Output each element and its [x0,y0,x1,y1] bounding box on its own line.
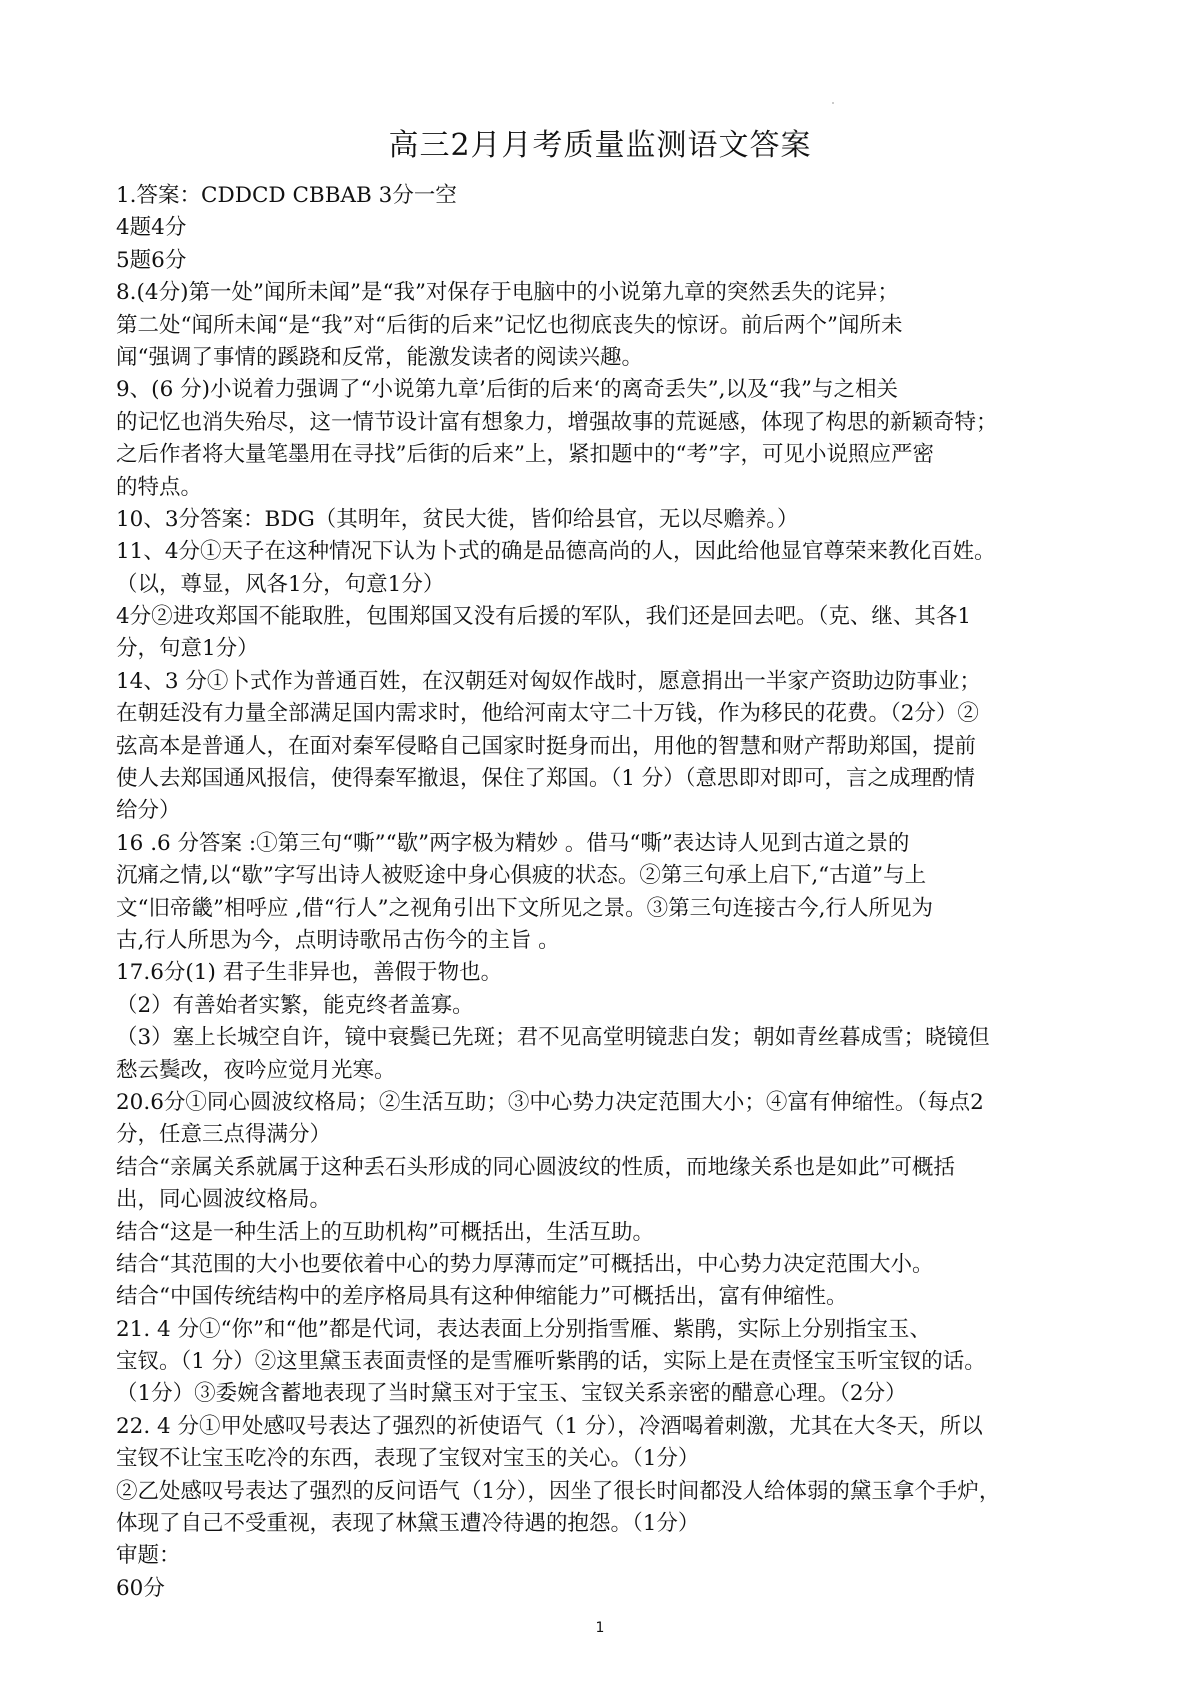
text-line: 5题6分 [116,247,187,273]
text-line: 60分 [116,1575,165,1601]
text-line: 17.6分(1) 君子生非异也，善假于物也。 [116,960,503,986]
text-line: 宝钗。（1 分）②这里黛玉表面责怪的是雪雁听紫鹃的话，实际上是在责怪宝玉听宝钗的话。 [116,1349,986,1375]
text-line: 16 .6 分答案 :①第三句“嘶”“歇”两字极为精妙 。借马“嘶”表达诗人见到古道之景的 [116,830,910,856]
text-line: 出，同心圆波纹格局。 [116,1187,332,1213]
text-line: 分，句意1分） [116,636,259,662]
text-line: 14、3 分①卜式作为普通百姓，在汉朝廷对匈奴作战时，愿意捐出一半家产资助边防事业； [116,668,981,694]
text-line: 1.答案：CDDCD CBBAB 3分一空 [116,183,457,208]
text-line: 4题4分 [116,215,187,241]
text-line: 愁云鬓改，夜吟应觉月光寒。 [116,1057,396,1083]
text-line: 20.6分①同心圆波纹格局；②生活互助；③中心势力决定范围大小；④富有伸缩性。（每点2 [116,1089,984,1115]
text-line: 文“旧帝畿”相呼应 ,借“行人”之视角引出下文所见之景。③第三句连接古今,行人所见为 [116,895,933,921]
text-line: 的记忆也消失殆尽，这一情节设计富有想象力，增强故事的荒诞感，体现了构思的新颖奇特； [116,409,998,435]
text-line: 在朝廷没有力量全部满足国内需求时，他给河南太守二十万钱，作为移民的花费。（2分）② [116,701,979,727]
text-line: （1分）③委婉含蓄地表现了当时黛玉对于宝玉、宝钗关系亲密的醋意心理。（2分） [116,1381,907,1407]
text-line: 4分②进攻郑国不能取胜，包围郑国又没有后援的军队，我们还是回去吧。（克、继、其各1 [116,604,972,630]
text-line: 分，任意三点得满分） [116,1122,332,1148]
text-line: （以，尊显，风各1分，句意1分） [116,571,445,597]
answer-body [116,180,1096,1605]
text-line: 结合“这是一种生活上的互助机构”可概括出，生活互助。 [116,1219,654,1245]
text-line: 给分） [116,798,181,824]
text-line: 9、(6 分)小说着力强调了“小说第九章’后街的后来‘的离奇丢失”,以及“我”与之相关 [116,377,898,403]
text-line: 的特点。 [116,474,203,500]
text-line: 8.(4分)第一处”闻所未闻”是“我”对保存于电脑中的小说第九章的突然丢失的诧异； [116,280,899,306]
text-line: 古,行人所思为今，点明诗歌吊古伤今的主旨 。 [116,927,560,953]
text-line: 审题： [116,1543,181,1569]
text-line: 结合“中国传统结构中的差序格局具有这种伸缩能力”可概括出，富有伸缩性。 [116,1284,848,1310]
text-line: （2）有善始者实繁，能克终者盖寡。 [116,992,474,1018]
text-line: 弦高本是普通人，在面对秦军侵略自己国家时挺身而出，用他的智慧和财产帮助郑国，提前 [116,733,977,759]
text-line: 结合“其范围的大小也要依着中心的势力厚薄而定”可概括出，中心势力决定范围大小。 [116,1251,934,1277]
page-number: 1 [595,1620,605,1636]
scan-speck [832,102,834,104]
text-line: 体现了自己不受重视，表现了林黛玉遭冷待遇的抱怨。（1分） [116,1511,700,1537]
text-line: 宝钗不让宝玉吃冷的东西，表现了宝钗对宝玉的关心。（1分） [116,1446,700,1472]
text-line: 10、3分答案：BDG（其明年，贫民大徙，皆仰给县官，无以尽赡养。） [116,506,799,532]
text-line: 使人去郑国通风报信，使得秦军撤退，保住了郑国。（1 分）（意思即对即可，言之成理酌情 [116,766,976,792]
document-title: 高三2月月考质量监测语文答案 [388,128,812,163]
text-line: 22. 4 分①甲处感叹号表达了强烈的祈使语气（1 分），冷酒喝着刺激，尤其在大冬天，所以 [116,1413,983,1439]
text-line: （3）塞上长城空自许，镜中衰鬓已先斑；君不见高堂明镜悲白发；朝如青丝暮成雪；晓镜但 [116,1025,990,1051]
text-line: 结合“亲属关系就属于这种丢石头形成的同心圆波纹的性质，而地缘关系也是如此”可概括 [116,1154,955,1180]
text-line: 之后作者将大量笔墨用在寻找”后街的后来”上，紧扣题中的“考”字，可见小说照应严密 [116,442,934,468]
text-line: 21. 4 分①“你”和“他”都是代词，表达表面上分别指雪雁、紫鹃，实际上分别指宝玉、 [116,1316,932,1342]
text-line: 闻“强调了事情的蹊跷和反常，能激发读者的阅读兴趣。 [116,344,643,370]
text-line: 11、4分①天子在这种情况下认为卜式的确是品德高尚的人，因此给他显官尊荣来教化百姓。 [116,539,996,565]
text-line: 沉痛之情,以“歇”字写出诗人被贬途中身心俱疲的状态。②第三句承上启下,“古道”与上 [116,863,927,889]
text-line: 第二处“闻所未闻“是“我”对“后街的后来”记忆也彻底丧失的惊讶。前后两个”闻所未 [116,312,903,338]
text-line: ②乙处感叹号表达了强烈的反问语气（1分），因坐了很长时间都没人给体弱的黛玉拿个手炉， [116,1478,1001,1504]
